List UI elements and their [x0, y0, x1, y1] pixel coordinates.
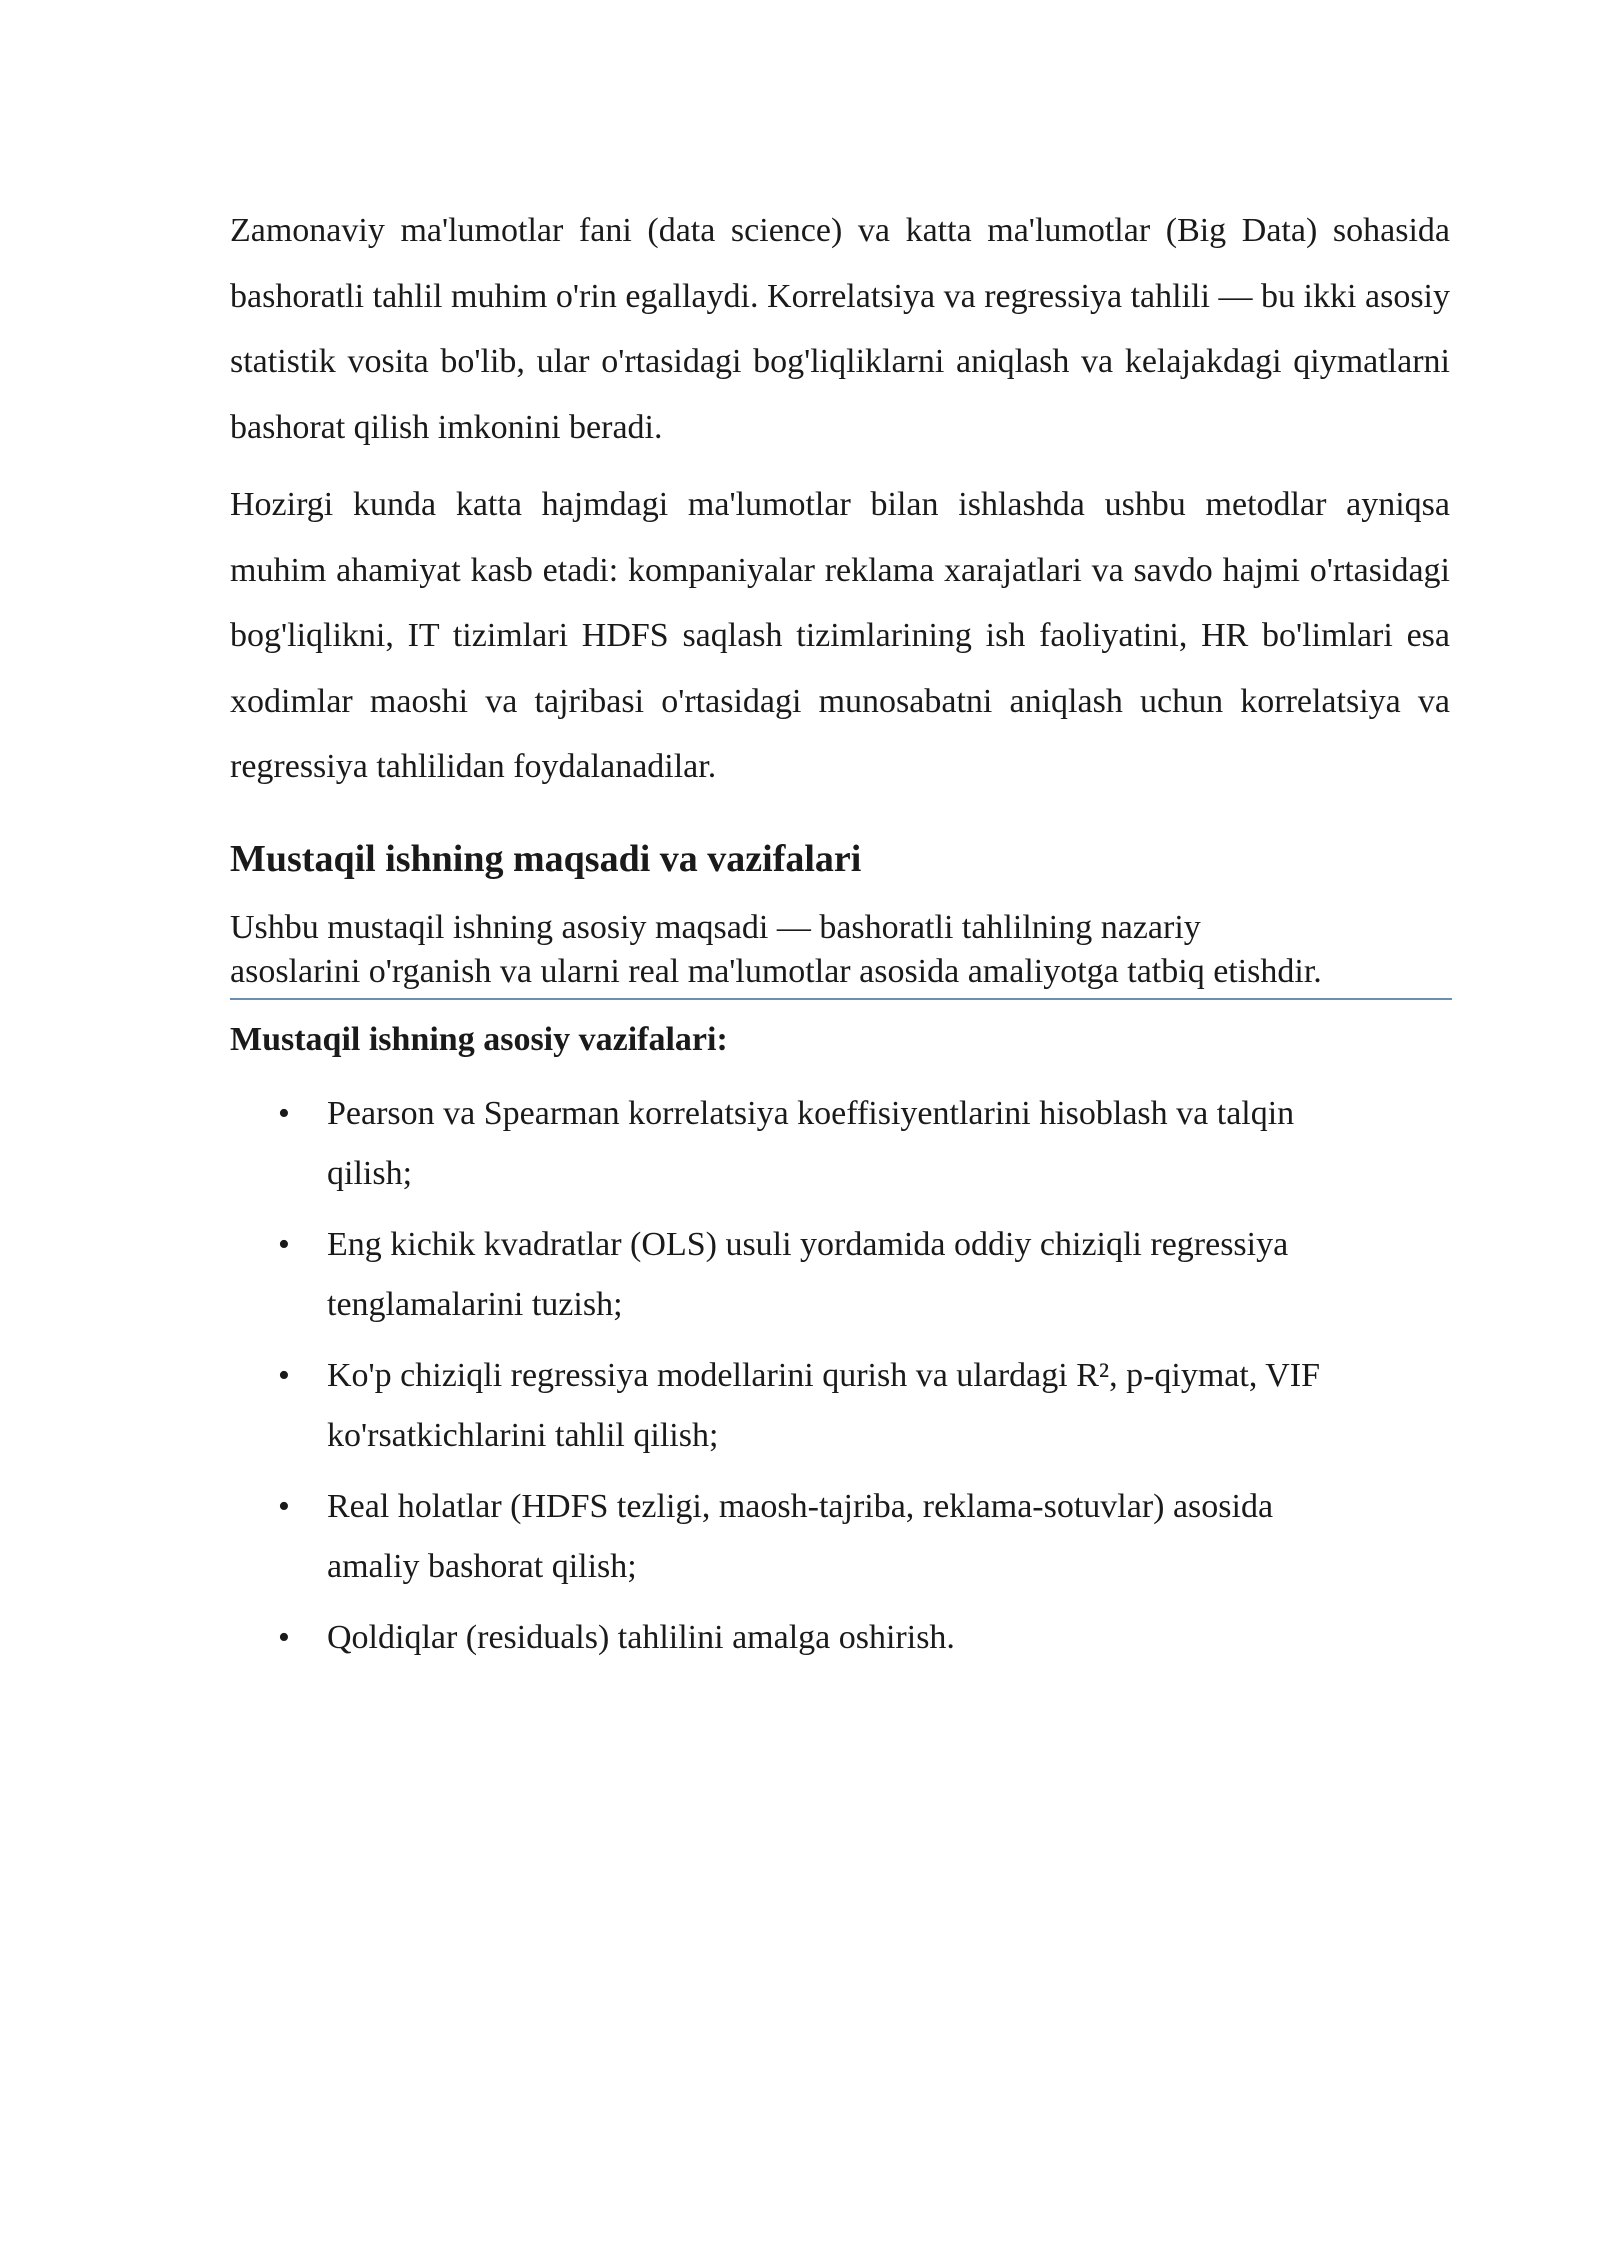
bullet-icon: • — [278, 1487, 290, 1525]
list-item-line-1: Eng kichik kvadratlar (OLS) usuli yordamida oddiy chiziqli regressiya — [327, 1225, 1289, 1263]
list-item-line-1: Real holatlar (HDFS tezligi, maosh-tajriba, reklama-sotuvlar) asosida — [327, 1487, 1274, 1525]
bullet-icon: • — [278, 1356, 290, 1394]
list-item-line-2: ko'rsatkichlarini tahlil qilish; — [327, 1416, 719, 1454]
document-page — [230, 198, 1450, 1679]
list-item-line-2: qilish; — [327, 1154, 413, 1192]
intro-paragraph-2: Hozirgi kunda katta hajmdagi ma'lumotlar bilan ishlashda ushbu metodlar ayniqsa muhim ahamiyat kasb etadi: kompaniyalar reklama xarajatlari va savdo hajmi o'rtasidagi bog'liqlikni, IT tizimlari HDFS saqlash tizimlarining ish faoliyatini, HR bo'limlari esa xodimlar maoshi va tajribasi o'rtasidagi munosabatni aniqlash uchun korrelatsiya va regressiya tahlilidan foydalanadilar. — [230, 486, 1450, 785]
intro-paragraph-1: Zamonaviy ma'lumotlar fani (data science) va katta ma'lumotlar (Big Data) sohasida bashoratli tahlil muhim o'rin egallaydi. Korrelatsiya va regressiya tahlili — bu ikki asosiy statistik vosita bo'lib, ular o'rtasidagi bog'liqliklarni aniqlash va kelajakdagi qiymatlarni bashorat qilish imkonini beradi. — [230, 212, 1450, 446]
aim-line-1: Ushbu mustaqil ishning asosiy maqsadi — bashoratli tahlilning nazariy — [230, 908, 1201, 946]
list-item — [230, 1215, 1450, 1335]
list-item-line-2: tenglamalarini tuzish; — [327, 1285, 623, 1323]
bullet-icon: • — [278, 1094, 290, 1132]
section-heading: Mustaqil ishning maqsadi va vazifalari — [230, 837, 862, 880]
list-item-line-2: amaliy bashorat qilish; — [327, 1547, 637, 1585]
list-item-line-1: Pearson va Spearman korrelatsiya koeffisiyentlarini hisoblash va talqin — [327, 1094, 1295, 1132]
list-item-line-1: Qoldiqlar (residuals) tahlilini amalga oshirish. — [327, 1618, 955, 1656]
bullet-icon: • — [278, 1225, 290, 1263]
list-item — [230, 1084, 1450, 1204]
list-item — [230, 1477, 1450, 1597]
aim-paragraph — [230, 906, 1452, 1000]
aim-line-2: asoslarini o'rganish va ularni real ma'lumotlar asosida amaliyotga tatbiq etishdir. — [230, 952, 1322, 990]
tasks-list — [230, 1084, 1450, 1668]
tasks-heading: Mustaqil ishning asosiy vazifalari: — [230, 1020, 728, 1058]
bullet-icon: • — [278, 1618, 290, 1656]
list-item — [230, 1608, 1450, 1668]
list-item-line-1: Ko'p chiziqli regressiya modellarini qurish va ulardagi R², p-qiymat, VIF — [327, 1356, 1320, 1394]
list-item — [230, 1346, 1450, 1466]
